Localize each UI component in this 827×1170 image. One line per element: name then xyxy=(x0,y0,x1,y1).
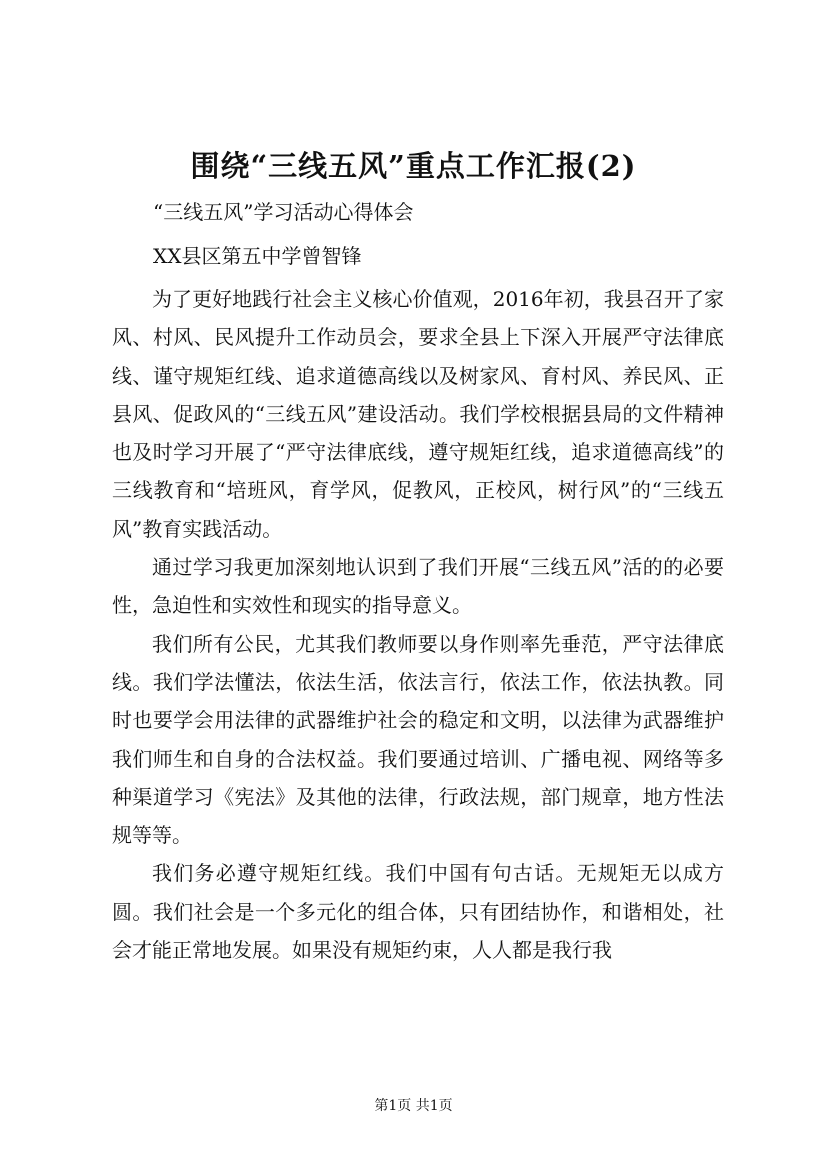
body-paragraph-1: 为了更好地践行社会主义核心价值观，2016年初，我县召开了家风、村风、民风提升工作动员会，要求全县上下深入开展严守法律底线、谨守规矩红线、追求道德高线以及树家风、育村风、养民风、正县风、促政风的“三线五风”建设活动。我们学校根据县局的文件精神也及时学习开展了“严守法律底线，遵守规矩红线，追求道德高线”的三线教育和“培班风，育学风，促教风，正校风，树行风”的“三线五风”教育实践活动。 xyxy=(112,287,724,541)
document-subtitle: “三线五风”学习活动心得体会 xyxy=(153,200,414,224)
page-footer: 第1页 共1页 xyxy=(374,1098,453,1114)
document-body xyxy=(112,280,724,969)
author-line: XX县区第五中学曾智锋 xyxy=(153,244,362,268)
body-paragraph-3: 我们所有公民，尤其我们教师要以身作则率先垂范，严守法律底线。我们学法懂法，依法生活，依法言行，依法工作，依法执教。同时也要学会用法律的武器维护社会的稳定和文明，以法律为武器维护我们师生和自身的合法权益。我们要通过培训、广播电视、网络等多种渠道学习《宪法》及其他的法律，行政法规，部门规章，地方性法规等等。 xyxy=(112,631,724,848)
document-title: 围绕“三线五风”重点工作汇报(2) xyxy=(190,149,637,183)
body-paragraph-2: 通过学习我更加深刻地认识到了我们开展“三线五风”活的的必要性，急迫性和实效性和现实的指导意义。 xyxy=(112,555,724,618)
body-paragraph-4: 我们务必遵守规矩红线。我们中国有句古话。无规矩无以成方圆。我们社会是一个多元化的组合体，只有团结协作，和谐相处，社会才能正常地发展。如果没有规矩约束，人人都是我行我 xyxy=(112,861,724,963)
